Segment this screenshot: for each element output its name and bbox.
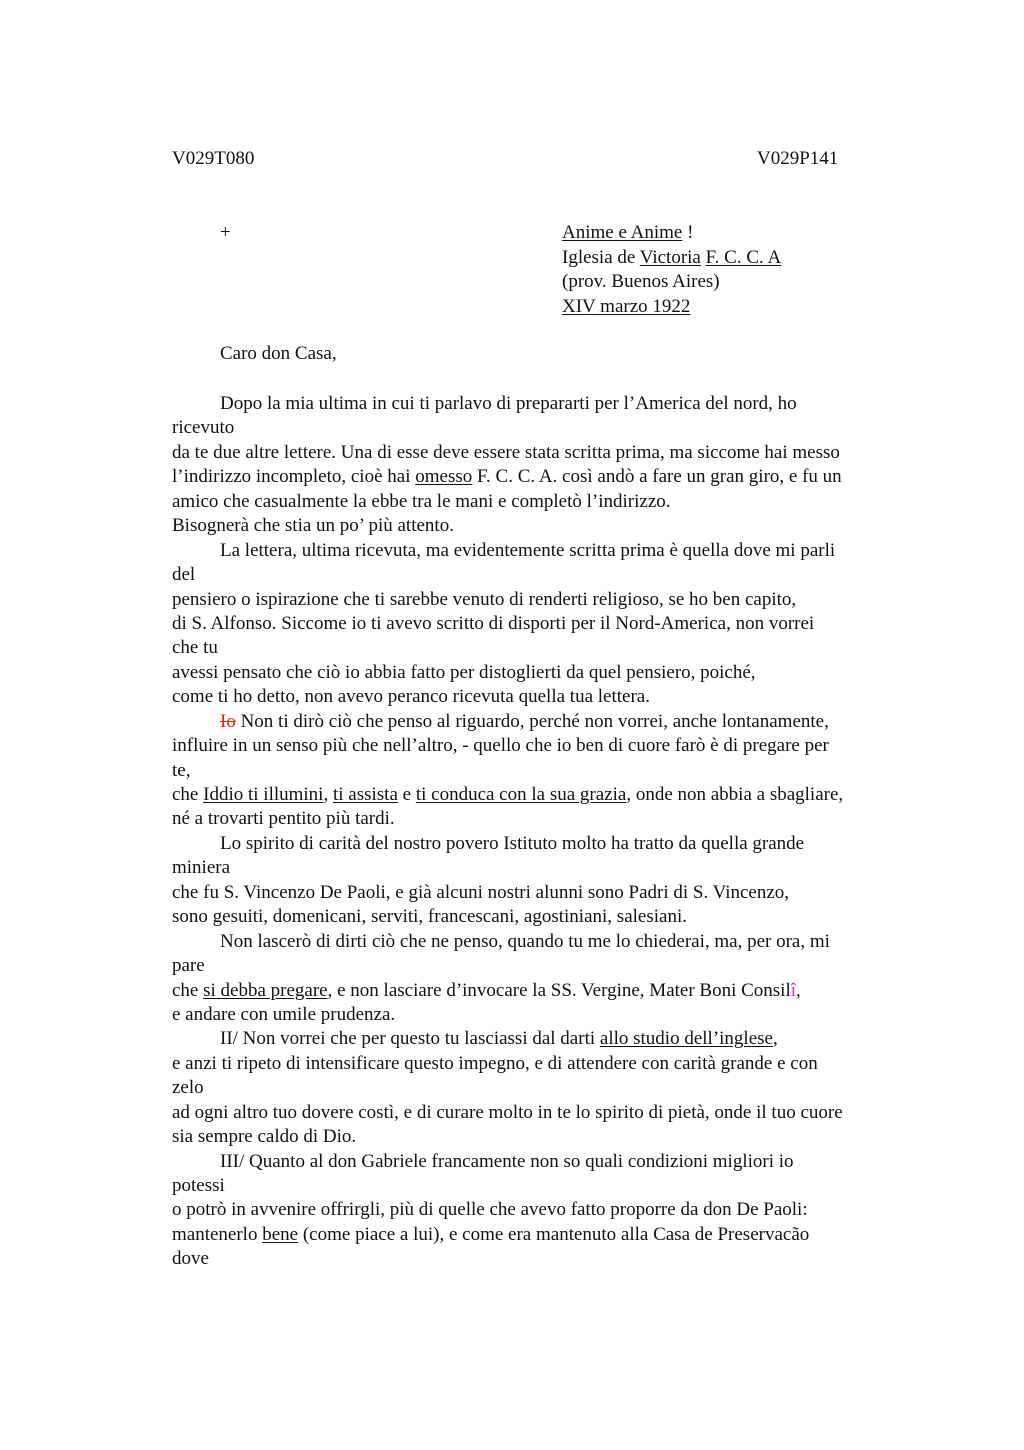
text-line: che tu — [172, 637, 218, 659]
text-run: , onde non abbia a sbagliare, — [626, 784, 844, 805]
text-run: mantenerlo — [172, 1223, 263, 1245]
underlined-text: ti conduca con la sua grazia — [415, 784, 627, 805]
text-run: , e non lasciare d’invocare la SS. Vergine, Mater Boni Consil — [327, 979, 791, 1001]
text-line — [172, 783, 912, 807]
address-underlined: F. C. C. A — [705, 246, 782, 268]
text-line: o potrò in avvenire offrirgli, più di quelle che avevo fatto proporre da don De Paoli: — [172, 1199, 808, 1221]
text-line: e anzi ti ripeto di intensificare questo impegno, e di attendere con carità grande e con — [172, 1052, 818, 1074]
underlined-text: omesso — [415, 466, 473, 488]
text-line: del — [172, 564, 196, 586]
address-underlined: Anime e Anime — [562, 222, 683, 243]
text-run: F. C. C. A. così andò a fare un gran giro, e fu un — [472, 466, 842, 488]
underlined-text: Iddio ti illumini — [203, 784, 324, 805]
address-line-3: (prov. Buenos Aires) — [562, 271, 720, 293]
text-run: , — [772, 1028, 778, 1050]
text-line: III/ Quanto al don Gabriele francamente non so quali condizioni migliori io — [220, 1150, 794, 1172]
text-run: , — [796, 979, 801, 1001]
text-line — [172, 465, 912, 489]
underlined-text: allo studio dell’inglese — [599, 1028, 773, 1050]
text-line: La lettera, ultima ricevuta, ma evidentemente scritta prima è quella dove mi parli — [220, 539, 836, 561]
address-underlined: Victoria — [639, 246, 701, 268]
text-line: pensiero o ispirazione che ti sarebbe venuto di renderti religioso, se ho ben capito, — [172, 588, 797, 610]
text-line: di S. Alfonso. Siccome io ti avevo scritto di disporti per il Nord-America, non vorrei — [172, 612, 815, 634]
text-line: sia sempre caldo di Dio. — [172, 1126, 357, 1148]
text-line — [172, 979, 912, 1003]
underlined-text: si debba pregare — [203, 979, 328, 1001]
text-line: pare — [172, 955, 205, 977]
text-run: Non ti dirò ciò che penso al riguardo, perché non vorrei, anche lontanamente, — [235, 710, 829, 732]
document-ref-right: V029P141 — [757, 148, 839, 169]
highlighted-character: î — [790, 979, 797, 1001]
text-line: potessi — [172, 1175, 225, 1196]
text-run: (come piace a lui), e come era mantenuto alla Casa de Preservacão — [298, 1223, 810, 1245]
greeting: Caro don Casa, — [220, 343, 337, 364]
text-line: e andare con umile prudenza. — [172, 1003, 396, 1025]
text-line: avessi pensato che ciò io abbia fatto per distoglierti da quel pensiero, poiché, — [172, 661, 756, 683]
address-line-1 — [562, 221, 781, 246]
text-line: Lo spirito di carità del nostro povero Istituto molto ha tratto da quella grande — [220, 832, 805, 854]
text-line — [172, 1027, 912, 1051]
text-line: Bisognerà che stia un po’ più attento. — [172, 515, 454, 537]
text-line: né a trovarti pentito più tardi. — [172, 808, 395, 830]
cross-mark: + — [220, 222, 231, 243]
struck-text: Io — [220, 710, 236, 732]
address-text: Iglesia de — [562, 246, 640, 268]
text-line: amico che casualmente la ebbe tra le mani e completò l’indirizzo. — [172, 490, 671, 512]
text-line — [172, 1223, 912, 1247]
text-line: Non lascerò di dirti ciò che ne penso, quando tu me lo chiederai, ma, per ora, mi — [220, 930, 830, 952]
text-line — [172, 710, 912, 734]
text-line: te, — [172, 759, 191, 781]
document-ref-left: V029T080 — [172, 148, 255, 169]
text-run: , — [323, 784, 333, 805]
text-line: come ti ho detto, non avevo peranco ricevuta quella tua lettera. — [172, 686, 650, 708]
text-run: che — [172, 784, 204, 805]
text-line: ad ogni altro tuo dovere costì, e di curare molto in te lo spirito di pietà, onde il tuo cuore — [172, 1101, 843, 1123]
text-run: II/ Non vorrei che per questo tu lasciassi dal darti — [220, 1028, 600, 1050]
text-line: Dopo la mia ultima in cui ti parlavo di prepararti per l’America del nord, ho — [220, 393, 797, 414]
text-line: sono gesuiti, domenicani, serviti, francescani, agostiniani, salesiani. — [172, 906, 687, 928]
letter-body — [172, 392, 912, 1272]
text-line: miniera — [172, 857, 231, 879]
text-line: influire in un senso più che nell’altro, - quello che io ben di cuore farò è di pregare per — [172, 735, 829, 757]
text-run: l’indirizzo incompleto, cioè hai — [172, 466, 416, 488]
address-text: ! — [682, 222, 694, 243]
letter-date: XIV marzo 1922 — [562, 295, 691, 317]
text-run: e — [397, 784, 416, 805]
address-line-4 — [562, 295, 781, 320]
text-line: zelo — [172, 1077, 204, 1099]
underlined-text: ti assista — [332, 784, 398, 805]
text-line: ricevuto — [172, 417, 235, 439]
text-line: dove — [172, 1248, 209, 1270]
address-line-2 — [562, 246, 781, 271]
text-line: da te due altre lettere. Una di esse deve essere stata scritta prima, ma siccome hai messo — [172, 441, 840, 463]
underlined-text: bene — [262, 1223, 299, 1245]
sender-address — [562, 221, 781, 319]
text-run: che — [172, 979, 204, 1001]
text-line: che fu S. Vincenzo De Paoli, e già alcuni nostri alunni sono Padri di S. Vincenzo, — [172, 881, 790, 903]
